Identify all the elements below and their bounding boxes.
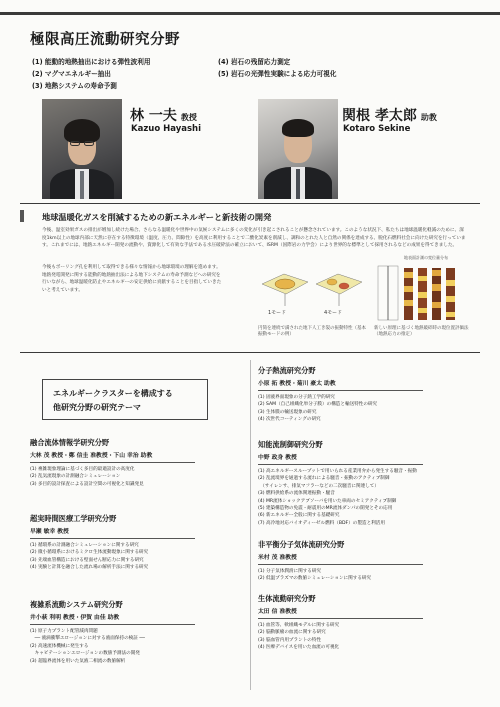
research-heading: 地球温暖化ガスを削減するための新エネルギーと新技術の開発 (42, 212, 272, 222)
lab-topic: (2) 乱気流現象の計測融合シミュレーション (30, 474, 121, 480)
lab-members: 中野 政身 教授 (258, 455, 297, 461)
lab-title: 分子熱流研究分野 (258, 366, 316, 375)
top-rule (0, 12, 500, 15)
topic-item: (1) 能動的地熱抽出における弾性波利用 (32, 58, 151, 66)
lab-members: 太田 信 准教授 (258, 609, 297, 615)
lab-block (258, 594, 468, 652)
lab-title: 非平衡分子気体流研究分野 (258, 540, 345, 549)
lab-topic: （サイレンサ、排気マフラーなどの二次騒音に関連して） (258, 483, 379, 489)
research-paragraph: 今後、温室効果ガスの排出が増加し続けた場合、さらなる温暖化や世界中の気候システムに多くの変化が引き起こされることが懸念されています。このような状況下、私たちは地球温暖化軽減のために、深度1km以上の地球内部に天然に存在する特徴環境（温度、圧力、間隙性）を高度に利用することで二酸化炭素を削減し、調和のとれた人と自然の関係を達成する、脱化石燃料社会に向けた研究を行っています。これまでには、地熱エネルギー開発の流動や、資源化して有効な手法である水圧破砕法の確立において、ISRM（国際岩の力学会）により世界的な標準として採用されるなどの成果を得てきました。 (42, 228, 466, 249)
figure-caption: 新しい原理に基づく地熱破碎時の現位置評価法（地熱応力の推定） (374, 326, 469, 337)
lab-topic: (4) 実験と計算を融合した流れ場の解析手法に関する研究 (30, 565, 149, 571)
lab-title: 生体流動研究分野 (258, 594, 316, 603)
person-name-jp: 関根 孝太郎 (342, 108, 417, 124)
lab-topic: (2) SAM（自己組織化単分子膜）の構造と輸送特性の研究 (258, 402, 378, 408)
lab-topic: (1) 高エネルギースループットで用いられる産業用弁から発生する騒音・振動 (258, 469, 417, 474)
lab-topic-list (30, 466, 240, 488)
lab-topic: (4) MR流体ショックアブソーバを用いた車両のセミアクティブ制御 (258, 498, 397, 504)
lab-topic: (1) 血管等、軟組織モデルに関する研究 (258, 623, 340, 628)
lab-topic: ── 液滴衝撃エロージョンに対する液面保持の検証 ── (30, 636, 145, 642)
lab-topic-list (30, 628, 240, 665)
lab-topic: (3) 脳血管内用プラントの特性 (258, 637, 322, 643)
lab-title: 超実時間医療工学研究分野 (30, 514, 117, 523)
person-rank: 助教 (420, 113, 437, 122)
mode-label: 1モード (268, 310, 286, 316)
lab-block (258, 540, 468, 583)
borehole-stress-diagram (374, 262, 470, 324)
lab-topic-list (258, 568, 468, 583)
lab-block (30, 600, 240, 665)
lab-block (30, 438, 240, 488)
lab-members: 米村 茂 准教授 (258, 555, 297, 561)
lab-topic: (3) 超臨界流体を用いた気液二相流の数値解析 (30, 658, 126, 664)
lab-topic-list (30, 542, 240, 572)
topic-column-right (218, 56, 336, 80)
portrait-photo (42, 99, 122, 199)
lab-topic: (4) 医療デバイスを用いた血流の可視化 (258, 645, 340, 651)
lab-topic-list (258, 394, 468, 424)
lab-topic: (2) 高速流体機械に発生する (30, 643, 89, 649)
lab-title: 複雑系流動システム研究分野 (30, 600, 123, 609)
lab-title: 融合流体情報学研究分野 (30, 438, 110, 447)
lab-topic: (3) 多目的設計探査による設計空間の可視化と知識発見 (30, 481, 144, 487)
section-rule (20, 352, 480, 353)
lab-topic: (5) 建築構造物の免震・耐震用のMR流体ダンパの開発とその応用 (258, 506, 393, 512)
lab-topic: (6) 新エネルギー全般に関する基礎研究 (258, 513, 340, 519)
portrait-photo (258, 99, 338, 199)
lab-block (258, 366, 468, 424)
lab-topic: (1) 複雑現象理論に基づく多目的最適設計の高度化 (30, 467, 135, 472)
lab-topic: (7) 高冷地対応バイオディーゼル燃料（BDF）の製造と利活用 (258, 520, 385, 526)
lab-block (258, 440, 468, 527)
lab-topic: (4) 次世代コーティングの研究 (258, 417, 321, 423)
person-rank: 教授 (180, 113, 197, 122)
lab-topic-list (258, 622, 468, 652)
lab-topic: (2) 微小循環系におけるミクロ生体流動現象に関する研究 (30, 550, 149, 556)
cluster-box (42, 379, 208, 420)
topic-item: (5) 岩石の光弾性実験による応力可視化 (218, 70, 337, 78)
section-rule (20, 203, 480, 204)
topic-item: (3) 地熱システムの寿命予測 (32, 82, 117, 90)
lab-members: 早瀬 敏幸 教授 (30, 529, 69, 535)
research-paragraph: 今後もボーリング孔を利用して取得できる様々な情報から地球環境の理解を進めます。地熱発電開発に関する能動的地熱抽出法による地下システムの寿命予測などへの研究を行いながら、地球温暖化防止やエネルギーの安定供給に貢献することを目指していきたいと考えています。 (42, 265, 222, 293)
topic-item: (4) 岩石の残留応力測定 (218, 58, 291, 66)
lab-topic: (3) 先端血管構造における壁面せん断応力に関する研究 (30, 557, 144, 563)
topic-item: (2) マグマエネルギー抽出 (32, 70, 111, 78)
mode-label: 4モード (324, 310, 342, 316)
cluster-title: エネルギークラスターを構成する (53, 389, 173, 398)
lab-topic: (2) 乱流境界を通過する流れによる騒音・振動のアクティブ制御 (258, 476, 390, 482)
page-title: 極限高圧流動研究分野 (30, 32, 180, 48)
person-name-en: Kazuo Hayashi (131, 124, 202, 134)
heading-marker (20, 210, 24, 222)
lab-title: 知能流制御研究分野 (258, 440, 323, 449)
lab-topic: (1) 固液界面現象の分子熱工学的研究 (258, 395, 335, 400)
lab-topic: (1) 分子気体潤滑に関する研究 (258, 569, 322, 574)
lab-members: 大林 茂 教授・鄭 信圭 准教授・下山 幸治 助教 (30, 453, 153, 459)
vibration-mode-figure (258, 262, 368, 322)
lab-members: 小原 拓 教授・菊川 豪太 助教 (258, 381, 336, 387)
lab-topic: (2) 脳動脈瘤の血流に関する研究 (258, 630, 326, 636)
person-name (130, 105, 197, 125)
person-name (342, 105, 437, 125)
lab-topic: (3) 生体膜の輸送現象の研究 (258, 409, 317, 415)
column-divider (250, 360, 251, 690)
lab-topic: (1) 循環系の計測融合シミュレーションに関する研究 (30, 543, 139, 548)
lab-block (30, 514, 240, 572)
topic-column-left (32, 56, 150, 92)
figure-label: 地表面計測の変位量分布 (404, 255, 448, 260)
lab-topic-list (258, 468, 468, 527)
stress-figure (374, 255, 470, 324)
lab-topic: (2) 低温プラズマの数値シミュレーションに関する研究 (258, 576, 372, 582)
lab-members: 井小萩 利明 教授・伊賀 由佳 助教 (30, 615, 120, 621)
figure-caption: 円筒を連続で満された地下人工き裂の振動特性（基本振動モードの例） (258, 326, 366, 337)
person-name-en: Kotaro Sekine (343, 124, 411, 134)
lab-topic: キャビテーションエロージョンの数値予測法の開発 (30, 651, 140, 657)
lab-topic: (3) 燃料供給系の流体関連振動・騒音 (258, 491, 335, 497)
lab-topic: (1) 原子力プラント配管減肉問題 (30, 629, 98, 634)
cluster-title: 他研究分野の研究テーマ (53, 403, 141, 412)
person-name-jp: 林 一夫 (130, 108, 177, 124)
